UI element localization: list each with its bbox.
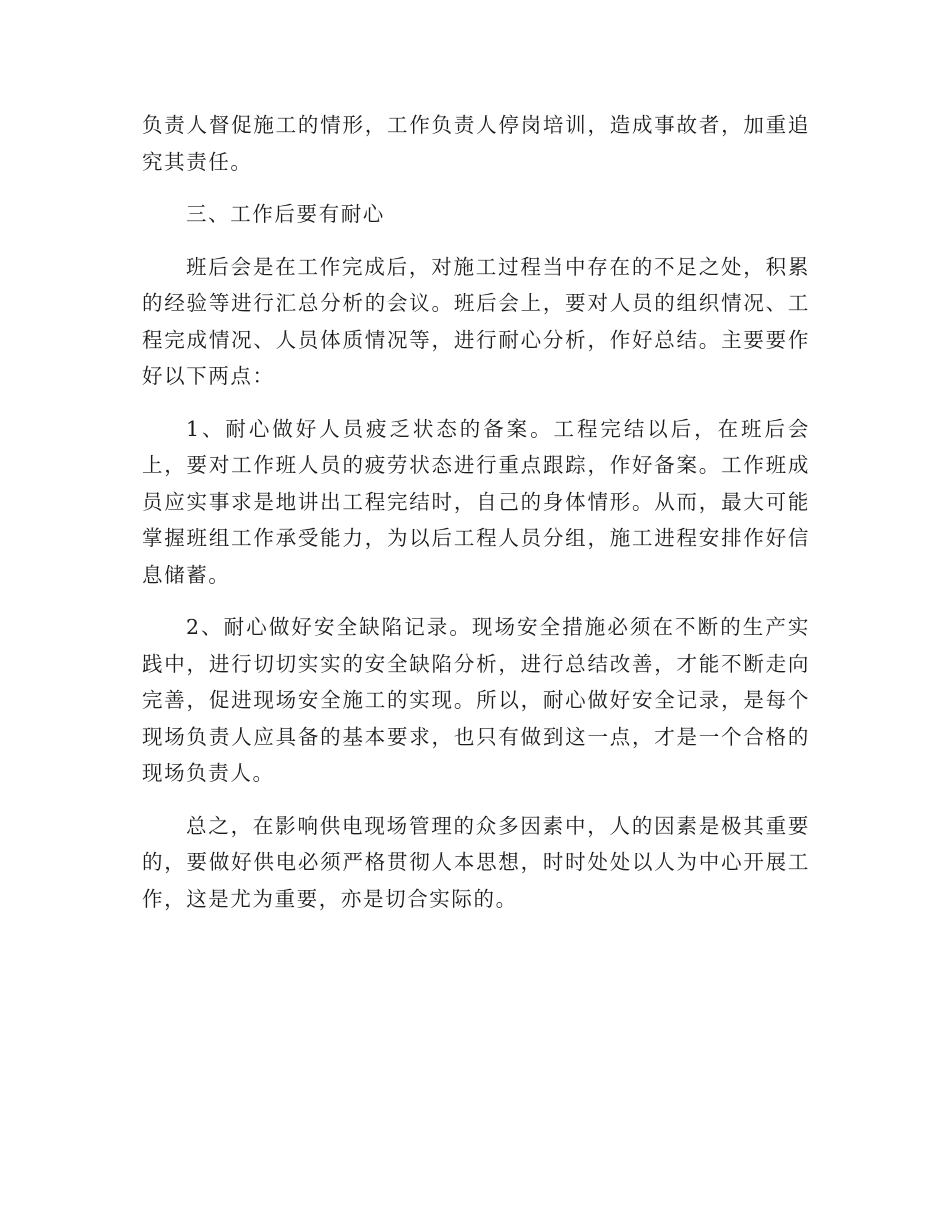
paragraph-point-2: 2、耐心做好安全缺陷记录。现场安全措施必须在不断的生产实践中，进行切切实实的安全缺陷分析，进行总结改善，才能不断走向完善，促进现场安全施工的实现。所以，耐心做好安全记录，是每个现场负责人应具备的基本要求，也只有做到这一点，才是一个合格的现场负责人。 [142, 615, 810, 785]
paragraph-point-1: 1、耐心做好人员疲乏状态的备案。工程完结以后，在班后会上，要对工作班人员的疲劳状态进行重点跟踪，作好备案。工作班成员应实事求是地讲出工程完结时，自己的身体情形。从而，最大可能掌握班组工作承受能力，为以后工程人员分组，施工进程安排作好信息储蓄。 [142, 416, 810, 587]
paragraph-continued: 负责人督促施工的情形，工作负责人停岗培训，造成事故者，加重追究其责任。 [142, 113, 810, 174]
paragraph-conclusion: 总之，在影响供电现场管理的众多因素中，人的因素是极其重要的，要做好供电必须严格贯彻人本思想，时时处处以人为中心开展工作，这是尤为重要，亦是切合实际的。 [142, 813, 810, 911]
document-body [142, 107, 810, 933]
section-heading: 三、工作后要有耐心 [186, 202, 385, 226]
paragraph-after-meeting: 班后会是在工作完成后，对施工过程当中存在的不足之处，积累的经验等进行汇总分析的会议。班后会上，要对人员的组织情况、工程完成情况、人员体质情况等，进行耐心分析，作好总结。主要要作好以下两点： [142, 254, 810, 388]
